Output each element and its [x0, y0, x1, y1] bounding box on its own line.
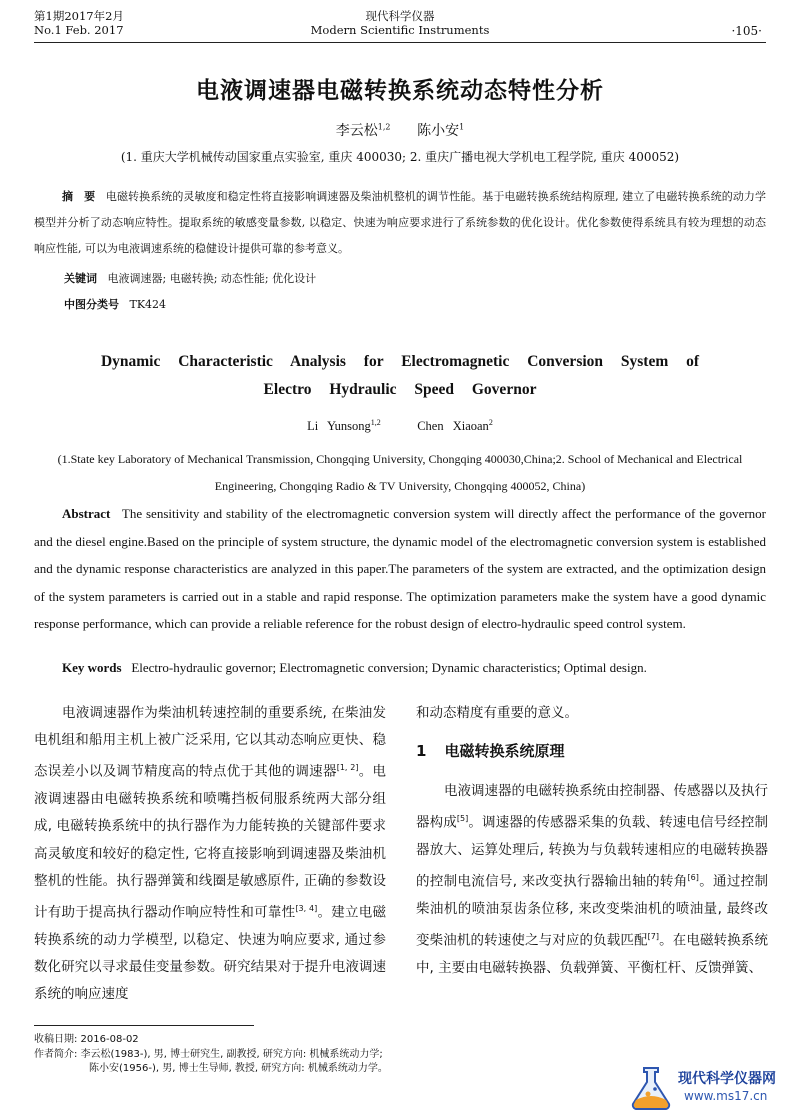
- site-watermark-logo: [626, 1064, 786, 1110]
- section-text-4: 。在电磁转换系统中, 主要由电磁转换器、负载弹簧、平衡杠杆、反馈弹簧、: [416, 932, 769, 976]
- english-title-line-2: Electro Hydraulic Speed Governor: [263, 381, 537, 398]
- english-author-2: Chen Xiaoan: [417, 419, 489, 434]
- footnote-divider: [34, 1025, 254, 1026]
- body-paragraph-intro: [34, 700, 386, 1008]
- english-author-line: [0, 418, 800, 434]
- section-text-2: 。调速器的传感器采集的负载、转速电信号经控制器放大、运算处理后, 转换为与负载转速相应的电磁转换器的控制电流信号, 来改变执行器输出轴的转角: [416, 814, 769, 890]
- paper-title: 电液调速器电磁转换系统动态特性分析: [196, 78, 604, 104]
- abstract-en: [34, 500, 766, 638]
- author-line: [0, 120, 800, 140]
- clc-label: 中图分类号: [64, 298, 119, 311]
- watermark-name: 现代科学仪器网: [678, 1071, 776, 1087]
- keywords-cn: [64, 270, 316, 286]
- abstract-cn-text: 电磁转换系统的灵敏度和稳定性将直接影响调速器及柴油机整机的调节性能。基于电磁转换系统结构原理, 建立了电磁转换系统的动力学模型并分析了动态响应特性。提取系统的敏感变量参数, 以稳定、快速为响应要求进行了系统参数的优化设计。优化参数使得系统具有较为理想的动态响应性能, 可以为电液调速系统的稳健设计提供可靠的参考意义。: [34, 190, 766, 255]
- section-text-1: 电液调速器的电磁转换系统由控制器、传感器以及执行器构成: [416, 783, 768, 831]
- intro-continuation: 和动态精度有重要的意义。: [416, 705, 578, 721]
- received-date: 收稿日期: 2016-08-02: [34, 1034, 139, 1045]
- citation-3-4: [3, 4]: [295, 903, 318, 913]
- author-bio-2: 陈小安(1956-), 男, 博士生导师, 教授, 研究方向: 机械系统动力学。: [89, 1063, 388, 1074]
- citation-7: [7]: [647, 932, 659, 942]
- issue-cn: 第1期2017年2月: [34, 9, 124, 23]
- intro-text-3: 。建立电磁转换系统的动力学模型, 以稳定、快速为响应要求, 通过参数化研究以寻求最佳变量参数。研究结果对于提升电液调速系统的响应速度: [34, 904, 387, 1003]
- english-title-line-1: Dynamic Characteristic Analysis for Electromagnetic Conversion System of: [100, 353, 700, 370]
- intro-text-2: 。电液调速器由电磁转换系统和喷嘴挡板伺服系统两大部分组成, 电磁转换系统中的执行器作为力能转换的关键部件要求高灵敏度和较好的稳定性, 它将直接影响到调速器及柴油机整机的性能。执行器弹簧和线圈是敏感原件, 正确的参数设计有助于提高执行器动作响应特性和可靠性: [34, 763, 387, 921]
- keywords-cn-text: 电液调速器; 电磁转换; 动态性能; 优化设计: [107, 272, 317, 285]
- affiliation-en: (1.State key Laboratory of Mechanical Transmission, Chongqing University, Chongqing 400030,China;2. School of Mechanical and Electrical Engineering, Chongqing Radio & TV University, Chongqing 400052, China): [57, 452, 743, 493]
- page-number: ·105·: [731, 24, 762, 38]
- english-author-2-affil: 2: [488, 418, 493, 427]
- section-1-heading: [416, 740, 564, 761]
- keywords-en-text: Electro-hydraulic governor; Electromagnetic conversion; Dynamic characteristics; Optimal design.: [131, 660, 647, 675]
- footnote: [34, 1033, 388, 1077]
- affiliation-cn: (1. 重庆大学机械传动国家重点实验室, 重庆 400030; 2. 重庆广播电视大学机电工程学院, 重庆 400052): [120, 150, 680, 164]
- author-2: 陈小安: [417, 123, 460, 139]
- section-title: 电磁转换系统原理: [444, 742, 565, 760]
- body-paragraph-section-1: [416, 778, 768, 982]
- author-1: 李云松: [335, 123, 378, 139]
- journal-en: Modern Scientific Instruments: [310, 23, 490, 37]
- clc-number: [64, 296, 166, 312]
- abstract-en-label: Abstract: [62, 506, 111, 521]
- english-title: [0, 348, 800, 404]
- header-divider: [34, 42, 766, 43]
- citation-1-2: [1, 2]: [336, 763, 359, 773]
- abstract-cn: [34, 184, 766, 262]
- section-text-3: 。通过控制柴油机的喷油泵齿条位移, 来改变柴油机的喷油量, 最终改变柴油机的转速使之与对应的负载匹配: [416, 873, 769, 949]
- english-author-1: Li Yunsong: [307, 419, 371, 434]
- citation-6: [6]: [687, 873, 699, 883]
- english-author-1-affil: 1,2: [370, 418, 381, 427]
- citation-5: [5]: [456, 814, 469, 824]
- issue-en: No.1 Feb. 2017: [34, 23, 124, 37]
- keywords-en-label: Key words: [62, 660, 122, 675]
- abstract-en-text: The sensitivity and stability of the electromagnetic conversion system will directly affect the performance of the governor and the diesel engine.Based on the principle of system structure, the dynamic model of the electromagnetic conversion system is established and the dynamic response characteristics are analyzed in this paper.The parameters of the system are extracted, and the optimization design of the system parameters is carried out in a stable and rapid response. The optimization parameters make the system have a good dynamic response performance, which can provide a reliable reference for the robust design of electro-hydraulic speed control system.: [34, 506, 766, 631]
- author-2-affil: 1: [459, 122, 465, 132]
- keywords-cn-label: 关键词: [64, 272, 97, 285]
- journal-cn: 现代科学仪器: [365, 9, 435, 23]
- journal-name: [0, 9, 800, 37]
- keywords-en: [62, 660, 647, 676]
- intro-text-1: 电液调速器作为柴油机转速控制的重要系统, 在柴油发电机组和船用主机上被广泛采用, 它以其动态响应更快、稳态误差小以及调节精度高的特点优于其他的调速器: [34, 705, 386, 780]
- flask-icon: [626, 1064, 676, 1110]
- clc-value: TK424: [129, 298, 167, 311]
- abstract-cn-label: 摘 要: [62, 190, 96, 203]
- author-1-affil: 1,2: [377, 122, 391, 132]
- section-number: 1: [416, 742, 427, 760]
- watermark-url: www.ms17.cn: [684, 1089, 768, 1103]
- author-bio-1: 作者简介: 李云松(1983-), 男, 博士研究生, 副教授, 研究方向: 机械系统动力学;: [34, 1048, 383, 1060]
